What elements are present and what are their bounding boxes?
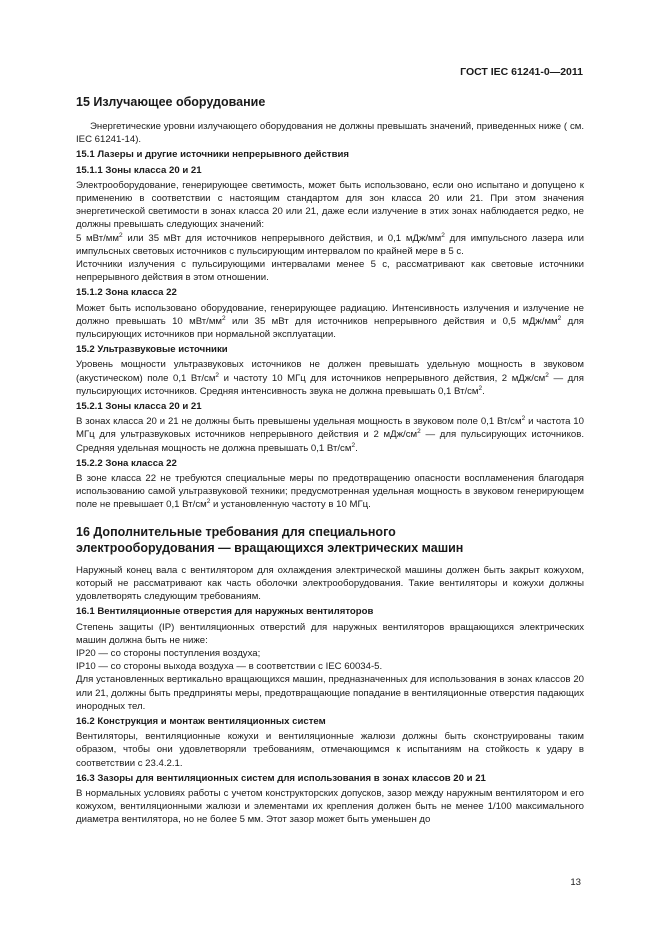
paragraph: Степень защиты (IP) вентиляционных отверстий для наружных вентиляторов вращающихся электрических машин должна быть не ниже: [76,621,584,646]
section-15-2-1-title: 15.2.1 Зоны класса 20 и 21 [76,401,202,413]
paragraph: Может быть использовано оборудование, генерирующее радиацию. Интенсивность излучения и излучение не должно превышать 10 мВт/$мм^2$ или 35 мВт для источников непрерывного действия и 0,5 мДж/$мм^2$ для пульсирующих источников при нормальной эксплуатации. [76,302,584,341]
document-body [76,94,584,827]
section-15-1-2-title: 15.1.2 Зона класса 22 [76,287,177,299]
section-15-1-title: 15.1 Лазеры и другие источники непрерывного действия [76,149,350,161]
paragraph: IP20 — со стороны поступления воздуха; [76,647,261,659]
paragraph: Источники излучения с пульсирующими интервалами менее 5 с, рассматривают как световые источники непрерывного действия в этом отношении. [76,259,584,284]
paragraph: Уровень мощности ультразвуковых источников не должен превышать удельную мощность в звуковом (акустическом) поле 0,1 $Вт/см^2$ и частоту 10 МГц для источников непрерывного действия, 2 мДж/$см^2$ — для пульсирующих источников. Средняя интенсивность звука не должна превышать 0,1 $Вт/см^2$. [76,359,584,397]
paragraph: В зоне класса 22 не требуются специальные меры по предотвращению опасности воспламенения благодаря использованию самой ультразвуковой техники; предусмотренная удельная мощность в звуковом генерирующем поле не превышает 0,1 $Вт/см^2$ и установленную частоту в 10 МГц. [76,473,584,511]
section-16-2-title: 16.2 Конструкция и монтаж вентиляционных систем [76,715,326,727]
section-16-title: 16 Дополнительные требования для специального электрооборудования — вращающихся электрических машин [76,524,464,555]
section-16-3-title: 16.3 Зазоры для вентиляционных систем для использования в зонах классов 20 и 21 [76,772,486,784]
section-16-1-title: 16.1 Вентиляционные отверстия для наружных вентиляторов [76,606,374,618]
page-number: 13 [570,877,581,888]
paragraph: Вентиляторы, вентиляционные кожухи и вентиляционные жалюзи должны быть сконструированы таким образом, чтобы они удовлетворяли требованиям, отмечающимся к испытаниям на стойкость к удару в соответствии с 23.4.2.1. [76,731,584,769]
paragraph: В зонах класса 20 и 21 не должны быть превышены удельная мощность в звуковом поле 0,1 $Вт/см^2$ и частота 10 МГц для ультразвуковых источников непрерывного действия и 2 мДж/$см^2$ — для пульсирующих источников. Средняя удельная мощность не должна превышать 0,1 $Вт/см^2$. [76,415,584,454]
paragraph: В нормальных условиях работы с учетом конструкторских допусков, зазор между наружным вентилятором и его кожухом, вентиляционными жалюзи и элементами их крепления должен быть не менее 1/100 максимального диаметра вентилятора, но не более 5 мм. Этот зазор может быть уменьшен до [76,787,584,826]
paragraph: IP10 — со стороны выхода воздуха — в соответствии с IEC 60034-5. [76,661,383,673]
section-15-1-1-title: 15.1.1 Зоны класса 20 и 21 [76,164,202,176]
section-15-title: 15 Излучающее оборудование [76,95,266,109]
standard-header: ГОСТ IEC 61241-0—2011 [460,66,583,78]
paragraph: 5 мВт/$мм^2$ или 35 мВт для источников непрерывного действия, и 0,1 мДж/$мм^2$ для импульсного лазера или импульсных световых источников с пульсирующим интервалом по крайней мере в 5 с. [76,231,584,257]
paragraph: Электрооборудование, генерирующее светимость, может быть использовано, если оно испытано и допущено к применению в соответствии с настоящим стандартом для зон класса 20 или 21. При этом значения энергетической светимости в зонах класса 20 или 21, даже если излучение в этих зонах наблюдается редко, не должны превышать следующих значений: [76,179,584,231]
paragraph: Наружный конец вала с вентилятором для охлаждения электрической машины должен быть закрыт кожухом, который не рассматривают как часть оболочки электрооборудования. Такие вентиляторы и кожухи должны удовлетворять следующим требованиям. [76,564,584,603]
paragraph: Энергетические уровни излучающего оборудования не должны превышать значений, приведенных ниже ( см. IEC 61241-14). [76,121,584,146]
section-15-2-2-title: 15.2.2 Зона класса 22 [76,457,177,469]
section-15-2-title: 15.2 Ультразвуковые источники [76,344,228,356]
paragraph: Для установленных вертикально вращающихся машин, предназначенных для использования в зонах классов 20 или 21, должны быть предприняты меры, предотвращающие попадание в вентиляционные отверстия падающих инородных тел. [76,674,584,712]
